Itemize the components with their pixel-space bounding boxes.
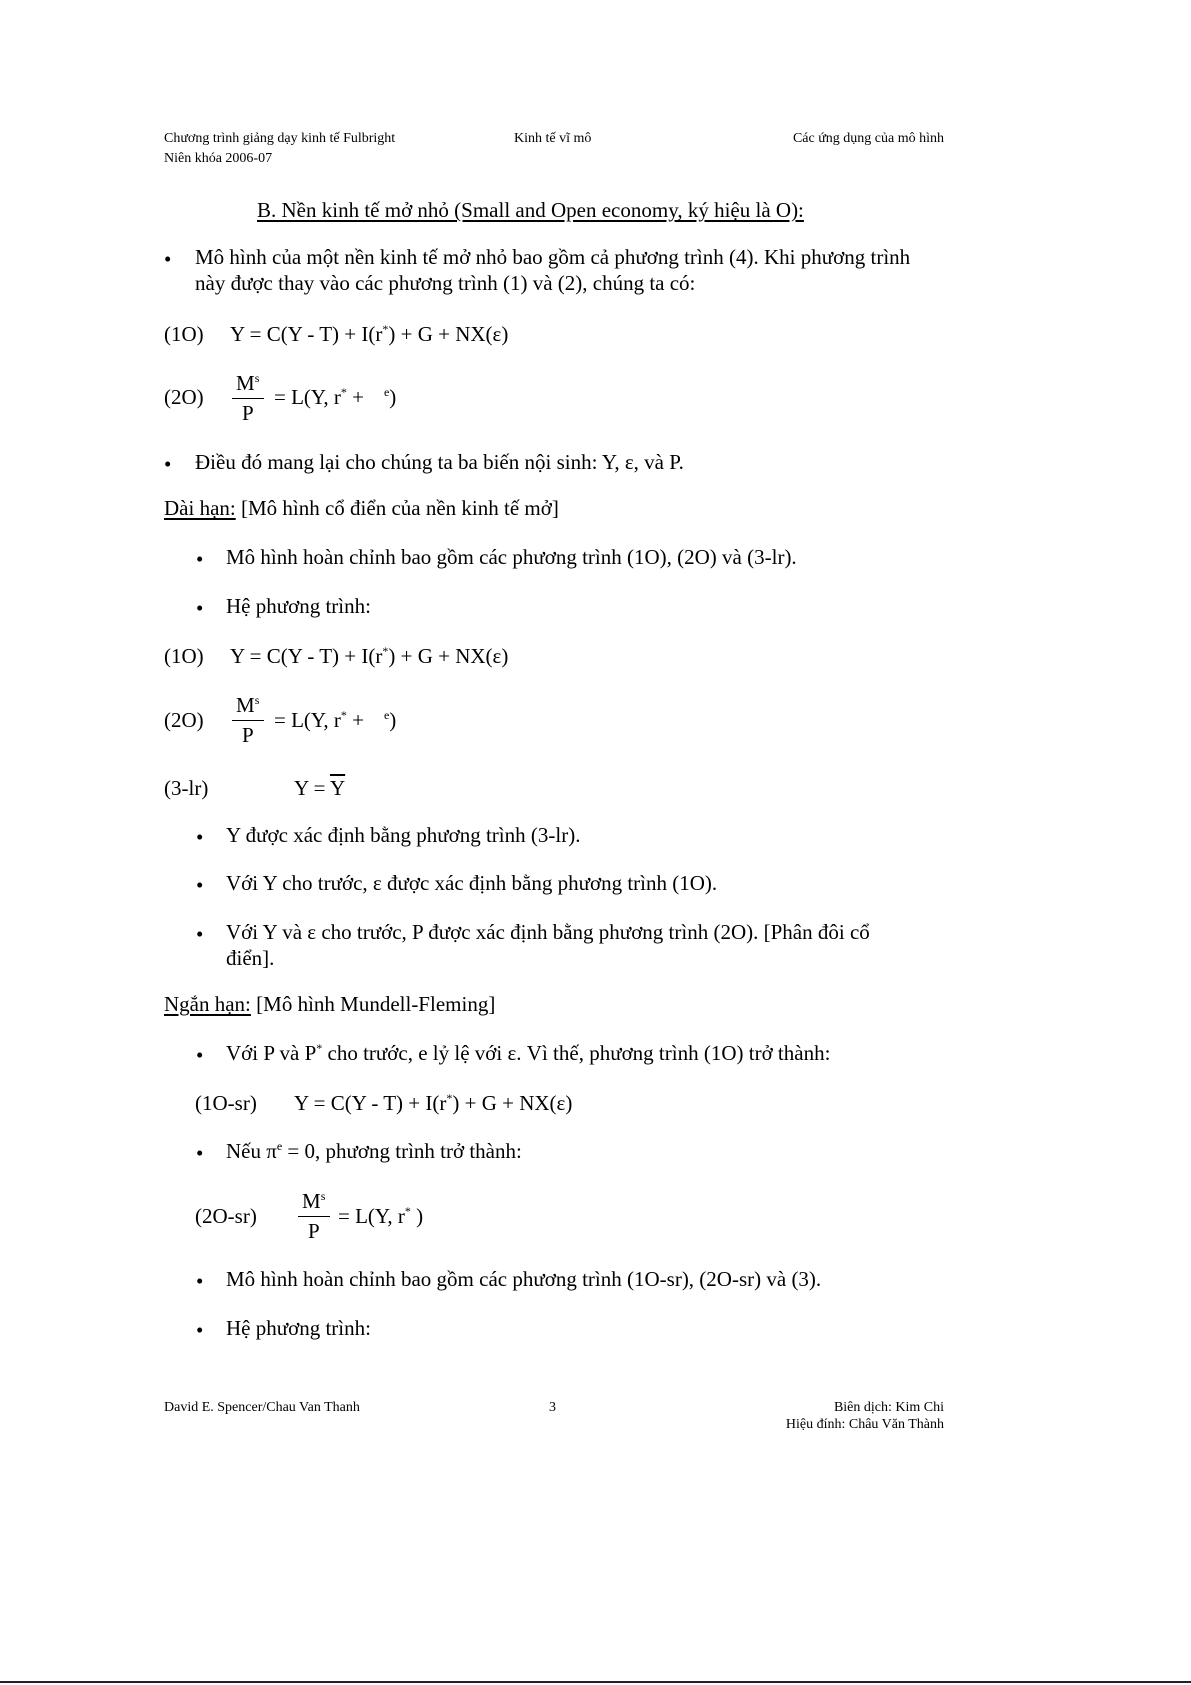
header-chapter: Các ứng dụng của mô hình	[792, 131, 944, 146]
eq-3lr-formula: $Y = \overline{Y}$	[294, 776, 346, 800]
eq-1O-label-2: (1O)	[164, 644, 204, 668]
short-run-heading: Ngắn hạn: [Mô hình Mundell-Fleming]	[164, 992, 496, 1016]
short-run-bullet-4: Hệ phương trình:	[226, 1316, 371, 1340]
bullet-icon: •	[196, 596, 204, 620]
footer-translator: Biên dịch: Kim Chi	[833, 1400, 944, 1415]
eq-1O-formula-2: Y = C(Y - T) + I(r*) + G + NX(ε)	[230, 644, 509, 668]
eq-2O-label: (2O)	[164, 385, 204, 409]
eq-2O-sr-fraction: $M^s$ P	[296, 1189, 336, 1245]
short-run-bullet-3: Mô hình hoàn chỉnh bao gồm các phương trình (1O-sr), (2O-sr) và (3).	[226, 1267, 822, 1291]
header-course: Kinh tế vĩ mô	[514, 131, 592, 146]
bullet-icon: •	[196, 1318, 204, 1342]
bullet-icon: •	[196, 1269, 204, 1293]
bullet-icon: •	[196, 873, 204, 897]
eq-2O-rhs: = L(Y, r* + $^e$)	[274, 385, 397, 409]
bullet-icon: •	[164, 452, 172, 476]
endogenous-text: Điều đó mang lại cho chúng ta ba biến nội sinh: Y, ε, và P.	[195, 450, 684, 474]
long-run-bullet-5-line-1: Với Y và ε cho trước, P được xác định bằng phương trình (2O). [Phân đôi cổ	[226, 920, 870, 944]
long-run-bullet-1: Mô hình hoàn chỉnh bao gồm các phương trình (1O), (2O) và (3-lr).	[226, 545, 797, 569]
bullet-icon: •	[196, 922, 204, 946]
bullet-icon: •	[196, 1043, 204, 1067]
section-title: B. Nền kinh tế mở nhỏ (Small and Open economy, ký hiệu là O):	[257, 198, 804, 222]
eq-1O-formula: Y = C(Y - T) + I(r*) + G + NX(ε)	[230, 322, 509, 346]
intro-line-1: Mô hình của một nền kinh tế mở nhỏ bao gồm cả phương trình (4). Khi phương trình	[195, 245, 911, 269]
long-run-bullet-3: Y được xác định bằng phương trình (3-lr).	[226, 823, 581, 847]
eq-2O-fraction: $M^s$ P	[230, 371, 270, 427]
eq-2O-sr-label: (2O-sr)	[195, 1204, 257, 1228]
page-bottom-rule	[0, 1681, 1191, 1683]
bullet-icon: •	[196, 1141, 204, 1165]
eq-2O-fraction-2: $M^s$ P	[230, 693, 270, 749]
bullet-icon: •	[196, 825, 204, 849]
short-run-bullet-1: Với P và P* cho trước, e lỷ lệ với ε. Vì thế, phương trình (1O) trở thành:	[226, 1041, 831, 1065]
bullet-icon: •	[164, 247, 172, 271]
page-number: 3	[549, 1400, 556, 1415]
long-run-bullet-5-line-2: điển].	[226, 946, 275, 970]
header-year: Niên khóa 2006-07	[164, 151, 273, 166]
eq-1O-label: (1O)	[164, 322, 204, 346]
long-run-heading: Dài hạn: [Mô hình cổ điển của nền kinh tế mở]	[164, 496, 559, 520]
eq-2O-label-2: (2O)	[164, 708, 204, 732]
eq-1O-sr-formula: Y = C(Y - T) + I(r*) + G + NX(ε)	[294, 1091, 573, 1115]
long-run-bullet-2: Hệ phương trình:	[226, 594, 371, 618]
short-run-bullet-2: Nếu $\pi^e = 0$, phương trình trở thành:	[226, 1139, 522, 1163]
intro-line-2: này được thay vào các phương trình (1) và (2), chúng ta có:	[195, 271, 696, 295]
eq-1O-sr-label: (1O-sr)	[195, 1091, 257, 1115]
eq-2O-sr-rhs: = L(Y, r* )	[338, 1204, 424, 1228]
long-run-bullet-4: Với Y cho trước, ε được xác định bằng phương trình (1O).	[226, 871, 718, 895]
header-program: Chương trình giảng dạy kinh tế Fulbright	[164, 131, 396, 146]
eq-3lr-label: (3-lr)	[164, 776, 209, 800]
bullet-icon: •	[196, 547, 204, 571]
eq-2O-rhs-2: = L(Y, r* + $^e$)	[274, 708, 397, 732]
footer-editor: Hiệu đính: Châu Văn Thành	[785, 1417, 944, 1432]
footer-authors: David E. Spencer/Chau Van Thanh	[164, 1400, 360, 1415]
